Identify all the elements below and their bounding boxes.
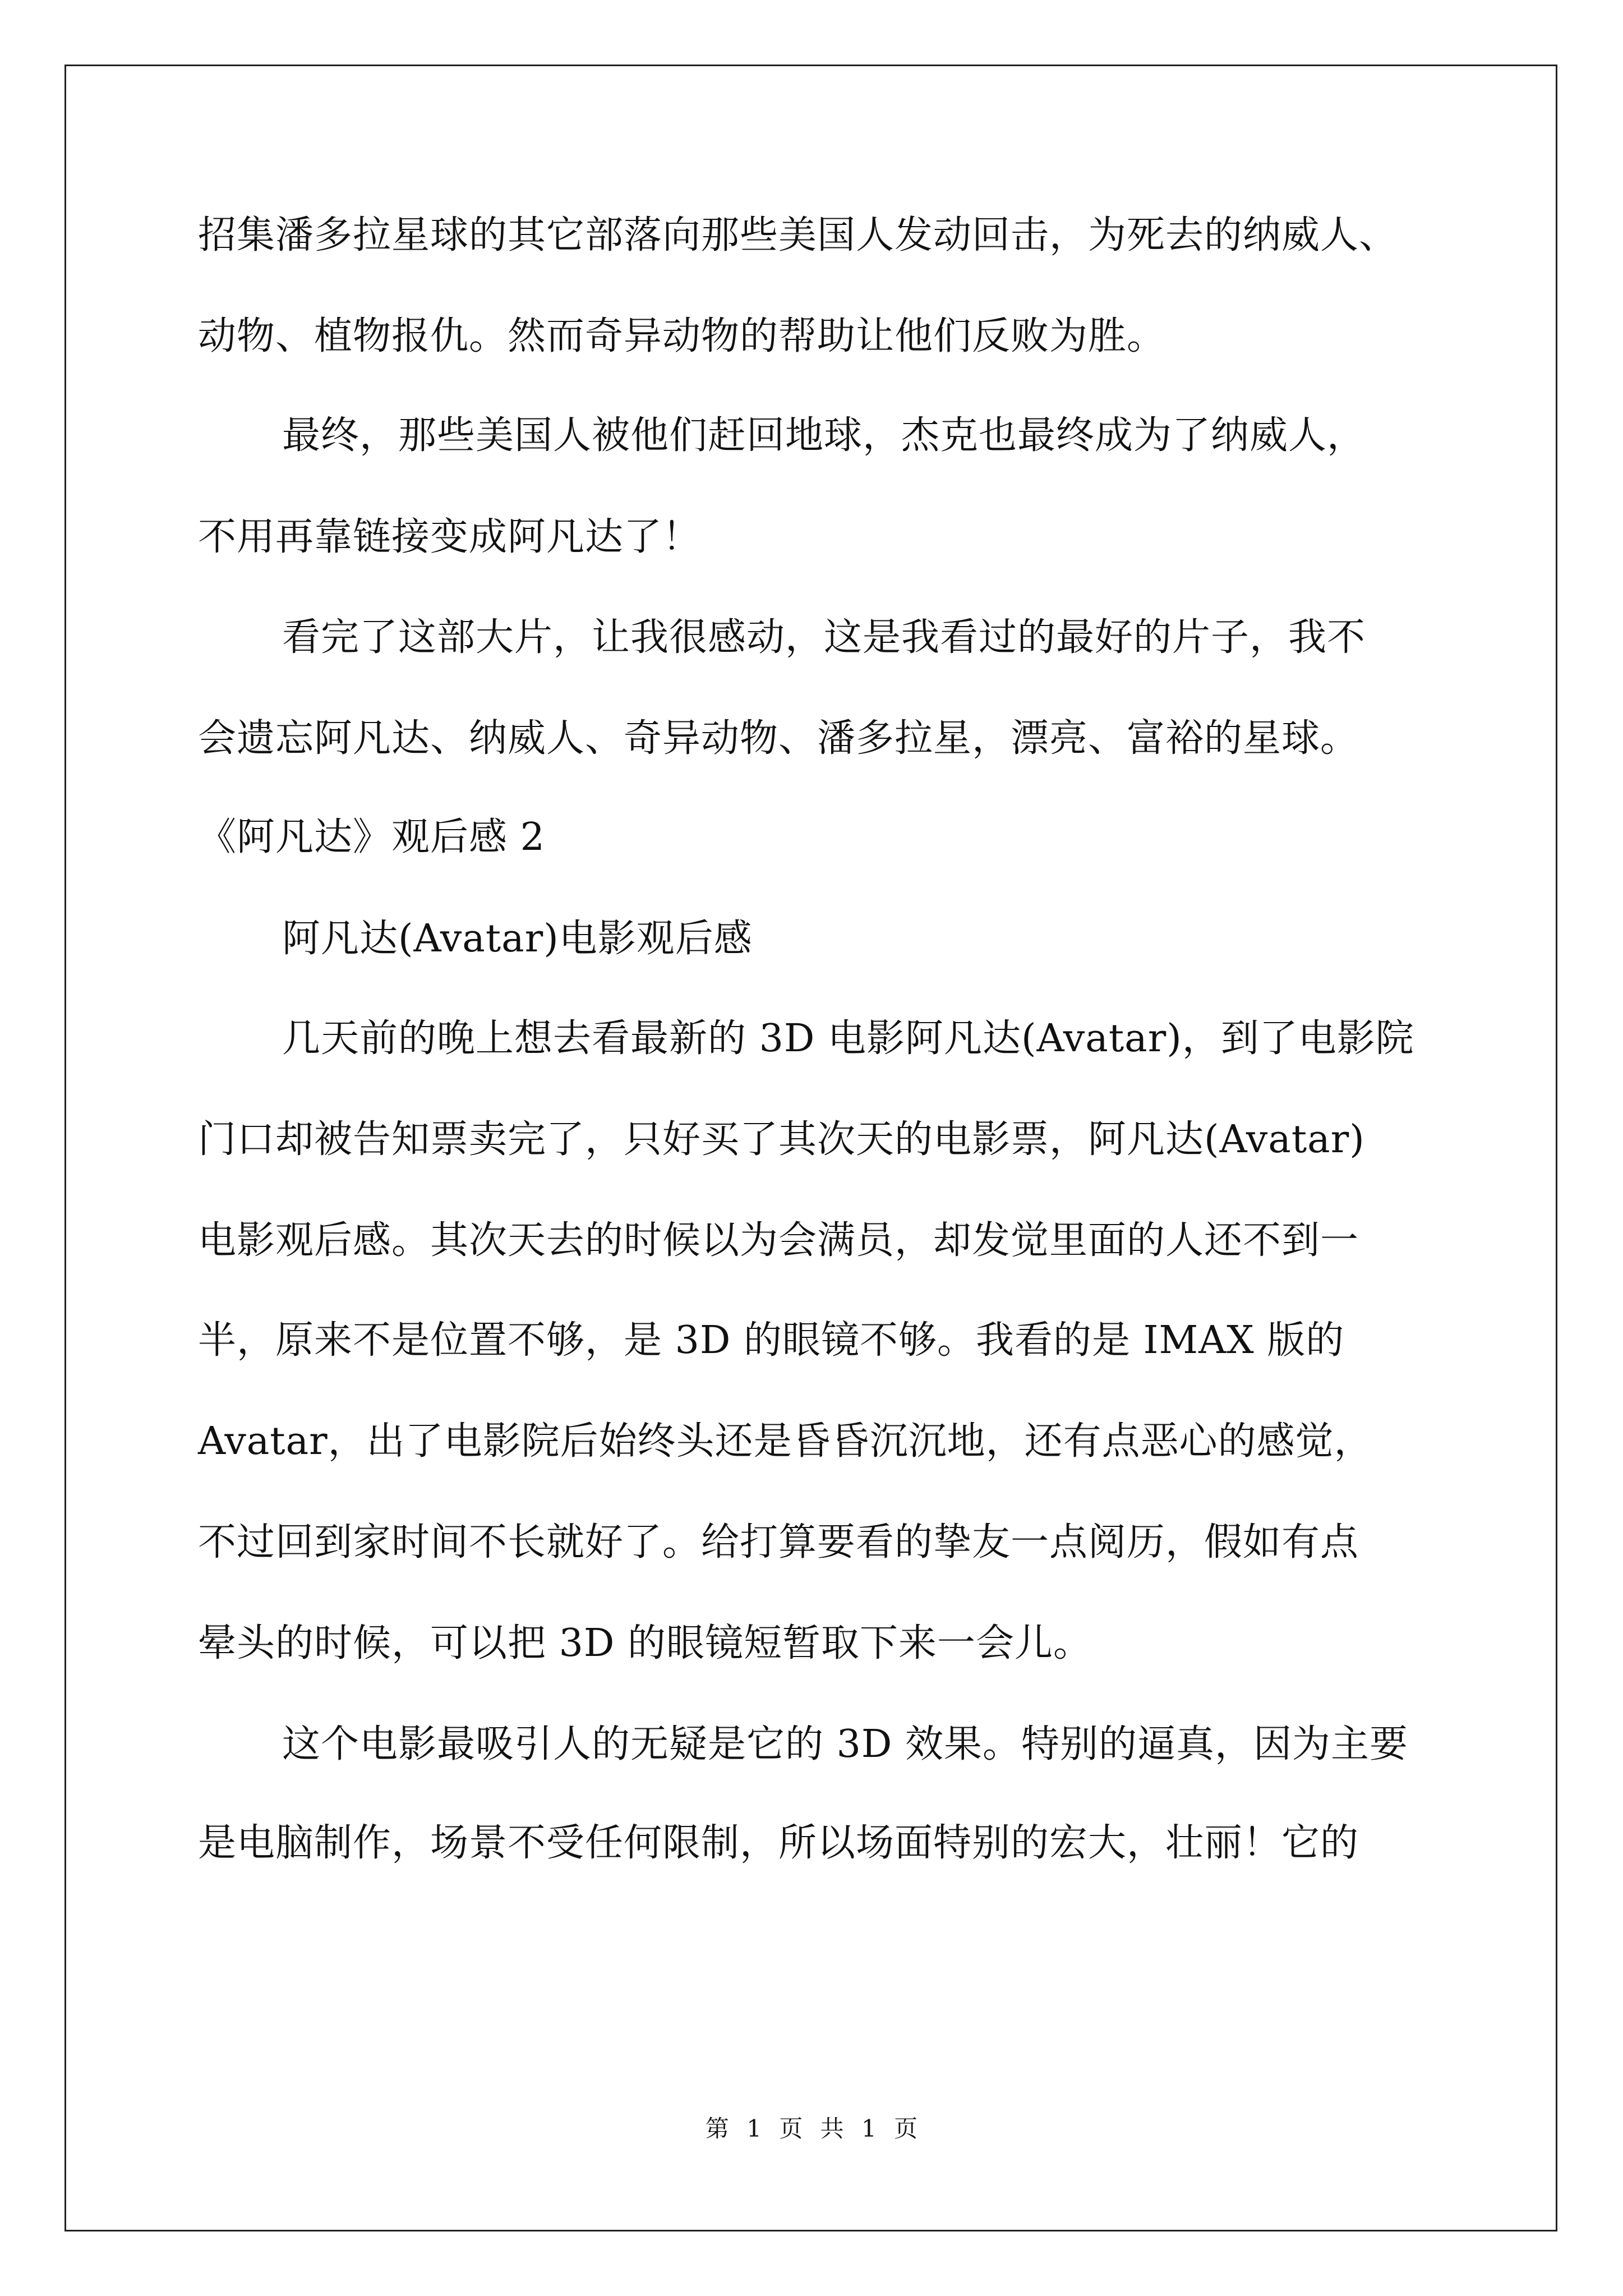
text-line: 是电脑制作，场景不受任何限制，所以场面特别的宏大，壮丽！它的 bbox=[198, 1821, 1359, 1865]
text-line: 招集潘多拉星球的其它部落向那些美国人发动回击，为死去的纳威人、 bbox=[198, 213, 1398, 257]
text-line: 不用再靠链接变成阿凡达了！ bbox=[198, 515, 702, 559]
section-heading: 《阿凡达》观后感 2 bbox=[198, 815, 545, 859]
page-footer: 第 1 页 共 1 页 bbox=[705, 2115, 918, 2142]
text-line: 最终，那些美国人被他们赶回地球，杰克也最终成为了纳威人， bbox=[282, 413, 1366, 458]
text-line: 这个电影最吸引人的无疑是它的 3D 效果。特别的逼真，因为主要 bbox=[282, 1722, 1409, 1766]
section-subheading: 阿凡达(Avatar)电影观后感 bbox=[282, 917, 753, 961]
text-line: 动物、植物报仇。然而奇异动物的帮助让他们反败为胜。 bbox=[198, 314, 1166, 358]
text-line: 不过回到家时间不长就好了。给打算要看的挚友一点阅历，假如有点 bbox=[198, 1520, 1359, 1565]
text-line: 电影观后感。其次天去的时候以为会满员，却发觉里面的人还不到一 bbox=[198, 1218, 1359, 1263]
text-line: 会遗忘阿凡达、纳威人、奇异动物、潘多拉星，漂亮、富裕的星球。 bbox=[198, 716, 1359, 761]
text-line: 几天前的晚上想去看最新的 3D 电影阿凡达(Avatar)，到了电影院 bbox=[282, 1016, 1414, 1061]
text-line: 门口却被告知票卖完了，只好买了其次天的电影票，阿凡达(Avatar) bbox=[198, 1117, 1365, 1162]
text-line: 半，原来不是位置不够，是 3D 的眼镜不够。我看的是 IMAX 版的 bbox=[198, 1318, 1345, 1363]
text-line: Avatar，出了电影院后始终头还是昏昏沉沉地，还有点恶心的感觉， bbox=[198, 1419, 1373, 1464]
text-line: 晕头的时候，可以把 3D 的眼镜短暂取下来一会儿。 bbox=[198, 1621, 1092, 1665]
text-line: 看完了这部大片，让我很感动，这是我看过的最好的片子，我不 bbox=[282, 615, 1366, 660]
